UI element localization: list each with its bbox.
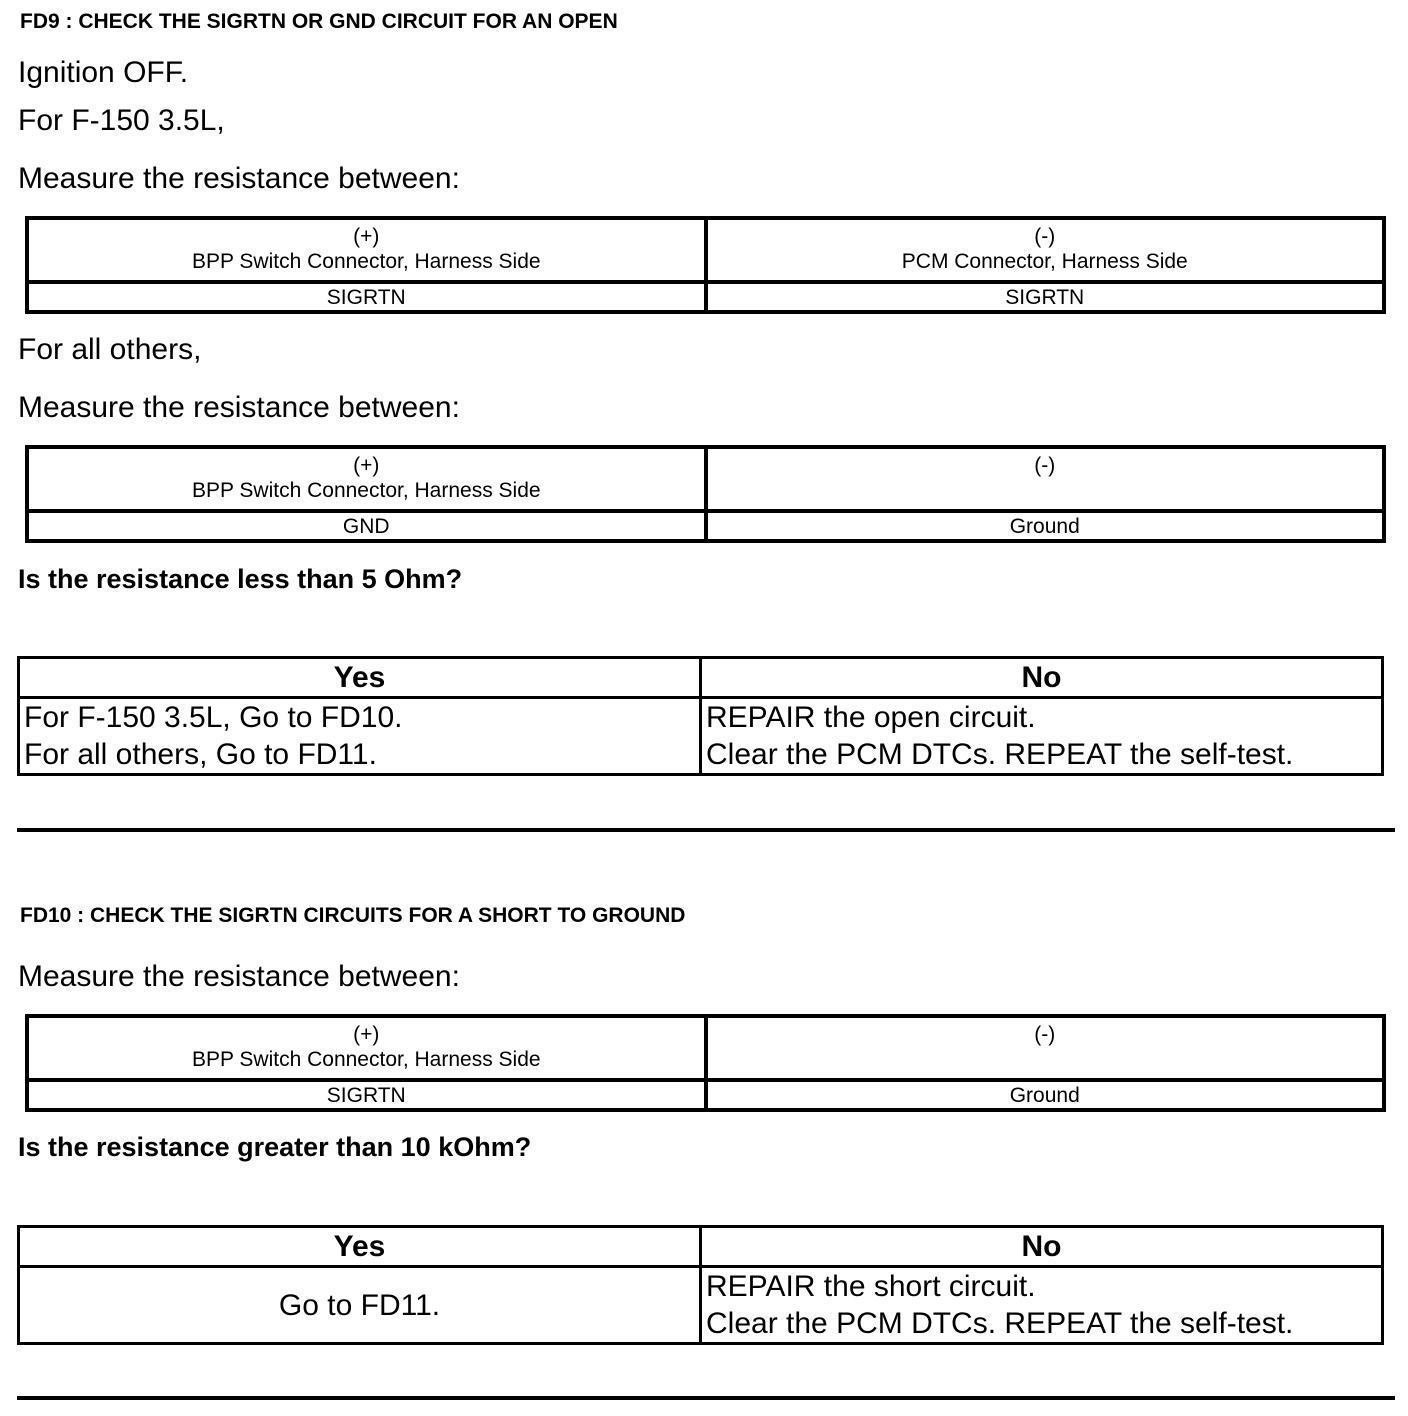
positive-pin: GND (27, 511, 706, 541)
fd10-question: Is the resistance greater than 10 kOhm? (18, 1132, 532, 1162)
measurement-table-f150 (25, 216, 1386, 314)
positive-sign: (+) (353, 454, 380, 477)
yes-header: Yes (19, 658, 701, 698)
negative-lead-cell (706, 447, 1385, 511)
positive-label: BPP Switch Connector, Harness Side (191, 479, 541, 502)
measurement-table-others (25, 445, 1386, 543)
negative-pin: SIGRTN (706, 282, 1385, 312)
positive-pin: SIGRTN (27, 1080, 706, 1110)
negative-label: PCM Connector, Harness Side (901, 250, 1188, 273)
positive-lead-cell (27, 447, 706, 511)
negative-sign: (-) (1034, 1023, 1056, 1046)
step-all-others: For all others, (18, 333, 202, 366)
no-header: No (701, 1227, 1383, 1267)
positive-sign: (+) (353, 225, 380, 248)
yes-line: For F-150 3.5L, Go to FD10. (24, 701, 403, 734)
negative-sign: (-) (1034, 225, 1056, 248)
step-ignition-off: Ignition OFF. (18, 56, 189, 89)
negative-lead-cell (706, 1016, 1385, 1080)
fd9-answer-table (17, 656, 1384, 776)
no-line: REPAIR the short circuit. (706, 1270, 1036, 1303)
no-header: No (701, 658, 1383, 698)
fd9-question: Is the resistance less than 5 Ohm? (18, 564, 463, 594)
no-line: REPAIR the open circuit. (706, 701, 1036, 734)
section-divider (17, 828, 1395, 832)
fd10-answer-table (17, 1225, 1384, 1345)
positive-pin: SIGRTN (27, 282, 706, 312)
positive-label: BPP Switch Connector, Harness Side (191, 250, 541, 273)
negative-sign: (-) (1034, 454, 1056, 477)
measure-instruction: Measure the resistance between: (18, 960, 460, 993)
fd9-heading: FD9 : CHECK THE SIGRTN OR GND CIRCUIT FOR AN OPEN (20, 10, 618, 33)
negative-pin: Ground (706, 511, 1385, 541)
yes-action: Go to FD11. (19, 1267, 701, 1344)
negative-lead-cell (706, 218, 1385, 282)
no-action (701, 1267, 1383, 1344)
positive-lead-cell (27, 1016, 706, 1080)
no-line: Clear the PCM DTCs. REPEAT the self-test. (706, 738, 1294, 771)
negative-pin: Ground (706, 1080, 1385, 1110)
measure-instruction: Measure the resistance between: (18, 391, 460, 424)
positive-lead-cell (27, 218, 706, 282)
fd10-heading: FD10 : CHECK THE SIGRTN CIRCUITS FOR A SHORT TO GROUND (20, 904, 686, 927)
measure-instruction: Measure the resistance between: (18, 162, 460, 195)
yes-action (19, 698, 701, 775)
step-f150: For F-150 3.5L, (18, 104, 225, 137)
measurement-table-fd10 (25, 1014, 1386, 1112)
yes-line: For all others, Go to FD11. (24, 738, 377, 771)
no-line: Clear the PCM DTCs. REPEAT the self-test. (706, 1307, 1294, 1340)
section-divider (17, 1396, 1395, 1400)
positive-label: BPP Switch Connector, Harness Side (191, 1048, 541, 1071)
positive-sign: (+) (353, 1023, 380, 1046)
yes-header: Yes (19, 1227, 701, 1267)
no-action (701, 698, 1383, 775)
